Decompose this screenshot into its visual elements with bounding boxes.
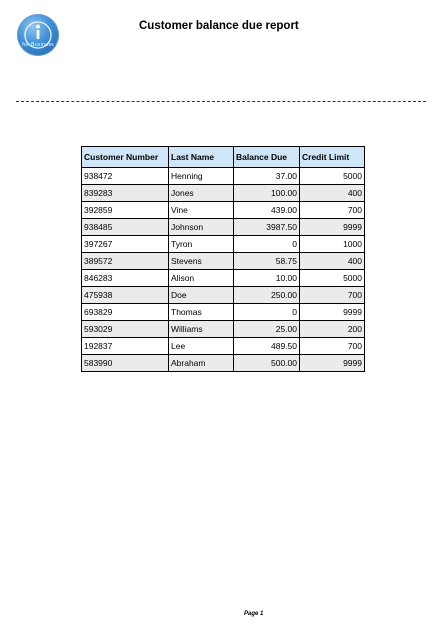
- dashed-divider: [16, 101, 426, 102]
- cell-customer-number: 475938: [82, 287, 169, 304]
- table-row: [82, 168, 365, 185]
- cell-last-name: Doe: [169, 287, 234, 304]
- cell-balance-due: 58.75: [234, 253, 300, 270]
- cell-credit-limit: 9999: [300, 219, 365, 236]
- cell-balance-due: 100.00: [234, 185, 300, 202]
- column-header-customer-number: Customer Number: [82, 147, 169, 168]
- cell-customer-number: 583990: [82, 355, 169, 372]
- cell-balance-due: 0: [234, 236, 300, 253]
- cell-customer-number: 938485: [82, 219, 169, 236]
- cell-credit-limit: 400: [300, 253, 365, 270]
- table-row: [82, 270, 365, 287]
- cell-balance-due: 489.50: [234, 338, 300, 355]
- cell-last-name: Abraham: [169, 355, 234, 372]
- report-title: Customer balance due report: [139, 20, 299, 32]
- table-row: [82, 304, 365, 321]
- cell-balance-due: 0: [234, 304, 300, 321]
- table-row: [82, 321, 365, 338]
- cell-customer-number: 192837: [82, 338, 169, 355]
- cell-credit-limit: 700: [300, 287, 365, 304]
- table-row: [82, 236, 365, 253]
- cell-balance-due: 500.00: [234, 355, 300, 372]
- table-body: [82, 168, 365, 372]
- logo-text: for Business: [22, 42, 54, 48]
- cell-balance-due: 25.00: [234, 321, 300, 338]
- cell-last-name: Alison: [169, 270, 234, 287]
- table-row: [82, 219, 365, 236]
- cell-credit-limit: 9999: [300, 304, 365, 321]
- cell-balance-due: 439.00: [234, 202, 300, 219]
- cell-balance-due: 250.00: [234, 287, 300, 304]
- column-header-balance-due: Balance Due: [234, 147, 300, 168]
- cell-customer-number: 839283: [82, 185, 169, 202]
- table-row: [82, 287, 365, 304]
- cell-credit-limit: 700: [300, 338, 365, 355]
- cell-last-name: Johnson: [169, 219, 234, 236]
- table-row: [82, 355, 365, 372]
- cell-last-name: Stevens: [169, 253, 234, 270]
- table-header-row: [82, 147, 365, 168]
- cell-customer-number: 693829: [82, 304, 169, 321]
- cell-last-name: Thomas: [169, 304, 234, 321]
- cell-last-name: Tyron: [169, 236, 234, 253]
- cell-customer-number: 397267: [82, 236, 169, 253]
- logo-glyph-icon: [17, 14, 59, 56]
- cell-last-name: Vine: [169, 202, 234, 219]
- cell-last-name: Jones: [169, 185, 234, 202]
- cell-customer-number: 392859: [82, 202, 169, 219]
- table-row: [82, 253, 365, 270]
- cell-last-name: Henning: [169, 168, 234, 185]
- cell-balance-due: 10.00: [234, 270, 300, 287]
- cell-credit-limit: 400: [300, 185, 365, 202]
- column-header-last-name: Last Name: [169, 147, 234, 168]
- cell-credit-limit: 9999: [300, 355, 365, 372]
- cell-customer-number: 938472: [82, 168, 169, 185]
- column-header-credit-limit: Credit Limit: [300, 147, 365, 168]
- cell-credit-limit: 5000: [300, 168, 365, 185]
- cell-credit-limit: 200: [300, 321, 365, 338]
- cell-customer-number: 389572: [82, 253, 169, 270]
- cell-credit-limit: 1000: [300, 236, 365, 253]
- table-row: [82, 185, 365, 202]
- cell-customer-number: 593029: [82, 321, 169, 338]
- cell-credit-limit: 5000: [300, 270, 365, 287]
- table-row: [82, 202, 365, 219]
- table-row: [82, 338, 365, 355]
- page-number: Page 1: [244, 611, 264, 617]
- cell-last-name: Lee: [169, 338, 234, 355]
- cell-customer-number: 846283: [82, 270, 169, 287]
- cell-credit-limit: 700: [300, 202, 365, 219]
- ibm-i-logo-icon: [17, 14, 59, 56]
- cell-balance-due: 37.00: [234, 168, 300, 185]
- cell-last-name: Williams: [169, 321, 234, 338]
- customer-balance-table: [81, 146, 365, 372]
- cell-balance-due: 3987.50: [234, 219, 300, 236]
